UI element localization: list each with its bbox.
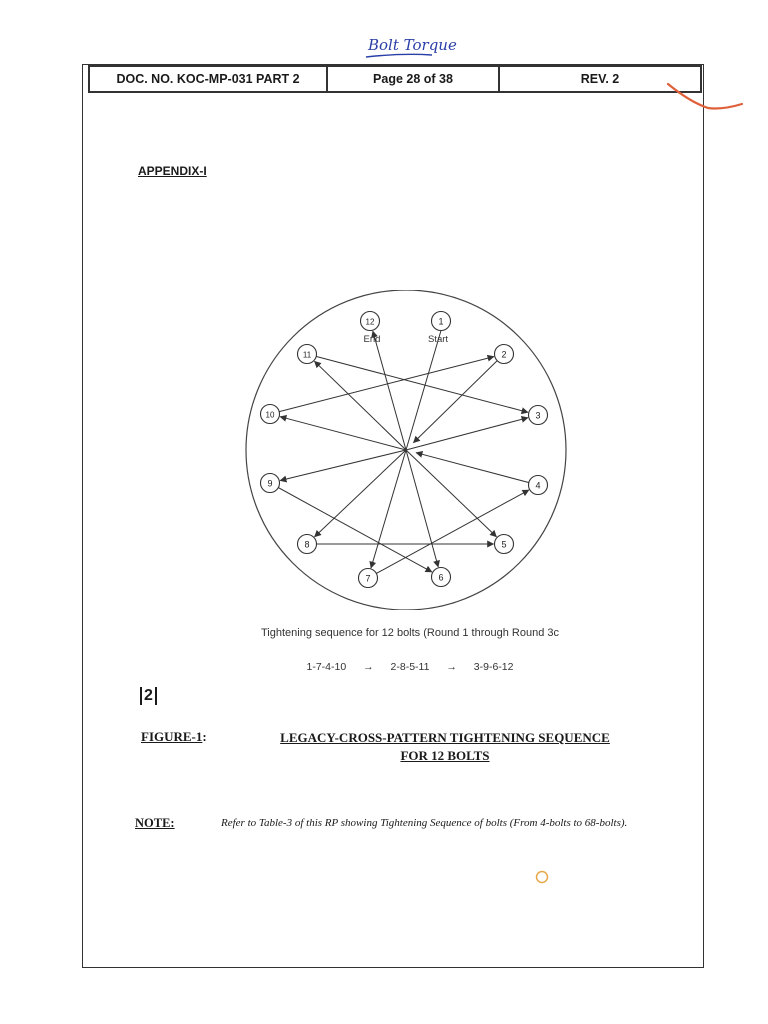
sequence-round-1: 1-7-4-10 (306, 661, 347, 673)
bolt-11-label: 11 (302, 350, 312, 360)
bolt-4-label: 4 (535, 480, 541, 491)
bolt-6-label: 6 (438, 572, 444, 583)
sequence-arrow-to-11 (315, 361, 406, 450)
bolt-10-label: 10 (265, 410, 275, 420)
badge-number: 2 (144, 687, 153, 705)
bolt-1-label: 1 (438, 316, 444, 327)
bolt-2-label: 2 (501, 349, 507, 360)
bolt-12-label: 12 (365, 317, 375, 327)
page-number: Page 28 of 38 (328, 67, 500, 91)
sequence-arrow-to-5 (406, 450, 496, 537)
sequence-arrow-to-12 (373, 331, 406, 450)
figure-title-line-2: FOR 12 BOLTS (400, 748, 490, 763)
sequence-round-3: 3-9-6-12 (473, 661, 514, 673)
sequence-arrow-to-8 (315, 450, 406, 537)
note-text: Refer to Table-3 of this RP showing Tightening Sequence of bolts (From 4-bolts to 68-bolts). (221, 817, 628, 829)
note-label: NOTE: (135, 816, 175, 830)
sequence-arrow-9-to-6 (270, 483, 432, 572)
sequence-arrow-to-9 (280, 450, 406, 481)
red-pen-mark (660, 80, 750, 116)
bolt-8-label: 8 (304, 539, 310, 550)
handwritten-text: Bolt Torque (368, 36, 457, 54)
diagram-caption: Tightening sequence for 12 bolts (Round 1 through Round 3c (260, 627, 559, 639)
bolt-tightening-diagram (240, 290, 580, 610)
section-badge (138, 687, 159, 705)
revision: REV. 2 (580, 72, 620, 86)
sequence-arrow: → (446, 661, 457, 673)
sequence-arrow-to-3 (406, 418, 528, 450)
handwritten-note (362, 30, 482, 66)
appendix-title: APPENDIX-I (138, 164, 207, 178)
sequence-round-2: 2-8-5-11 (390, 661, 430, 673)
bolt-7-label: 7 (365, 573, 371, 584)
figure-title-line-1: LEGACY-CROSS-PATTERN TIGHTENING SEQUENCE (280, 730, 610, 745)
end-label: End (363, 334, 381, 345)
bolt-3-label: 3 (535, 410, 541, 421)
document-header (88, 65, 702, 93)
bolt-5-label: 5 (501, 539, 507, 550)
sequence-line-2-to-hub (414, 354, 504, 443)
tightening-sequence (150, 661, 670, 673)
orange-circle-mark (535, 870, 549, 884)
doc-number: DOC. NO. KOC-MP-031 PART 2 (90, 67, 328, 91)
sequence-arrow: → (363, 661, 374, 673)
figure-title (250, 729, 640, 765)
sequence-line-from-1 (406, 331, 441, 451)
sequence-arrow-to-6 (406, 450, 438, 567)
start-label: Start (427, 334, 449, 345)
bolt-9-label: 9 (267, 478, 273, 489)
sequence-line-4-to-hub (416, 453, 538, 485)
sequence-arrow-to-10 (280, 417, 406, 450)
sequence-arrow-to-7 (371, 450, 406, 568)
figure-label: FIGURE-1: (141, 729, 207, 744)
